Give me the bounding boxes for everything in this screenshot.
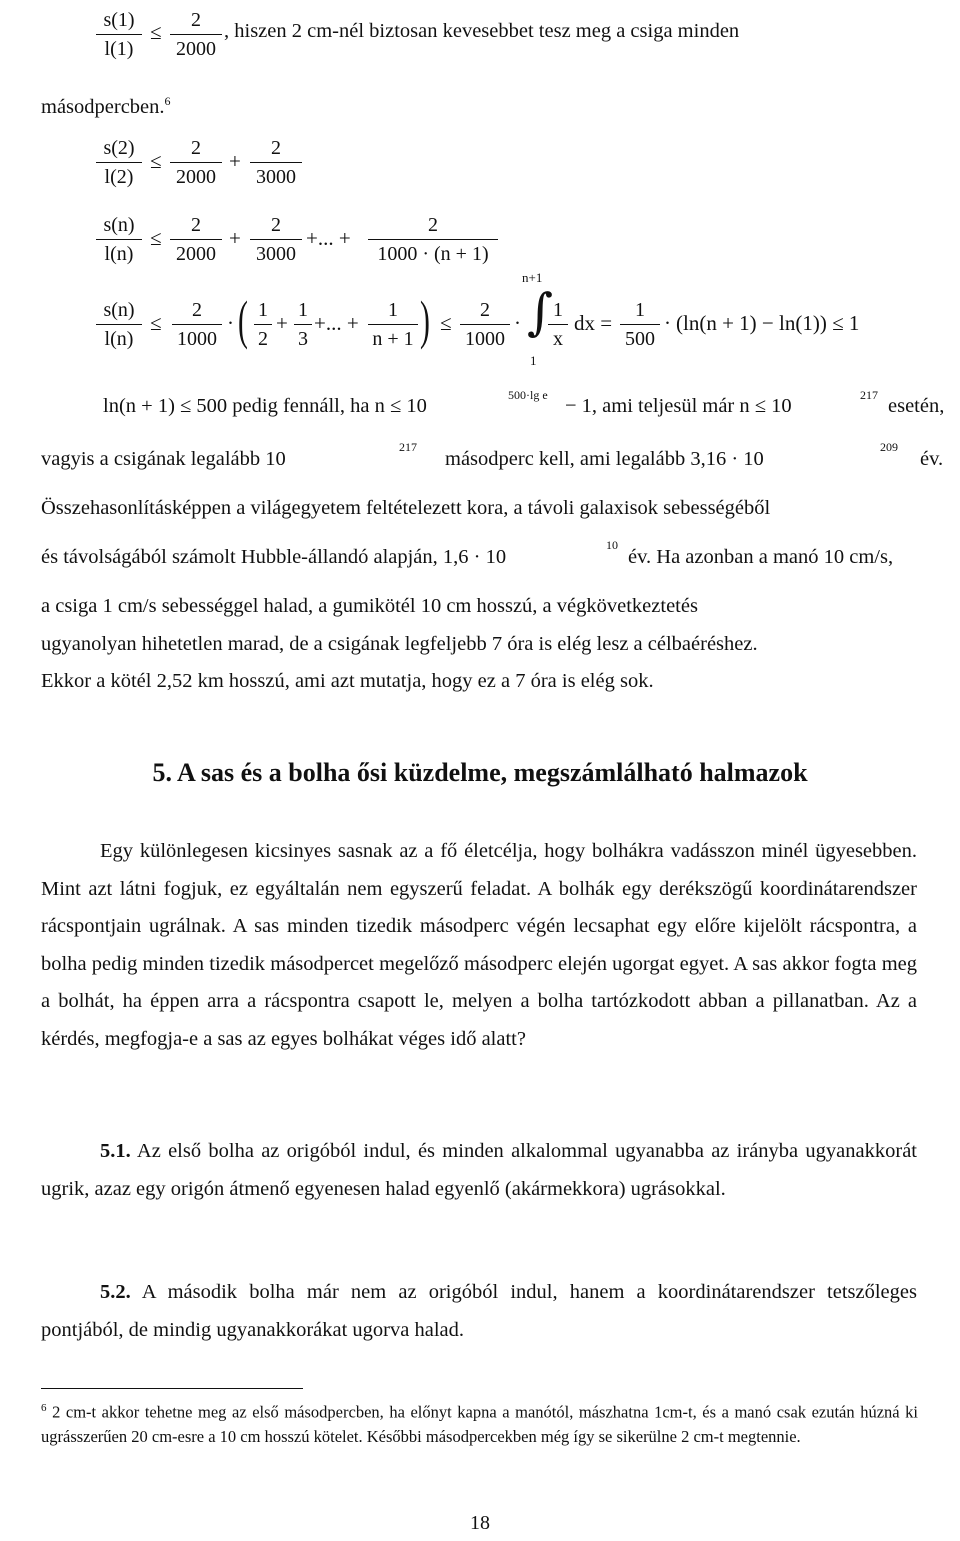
eq4-ln-expression: (ln(n + 1) − ln(1)) ≤ 1 bbox=[676, 311, 860, 335]
eq3-denominator: l(n) bbox=[104, 243, 134, 265]
eq2-plus: + bbox=[229, 149, 241, 173]
section-heading: 5. A sas és a bolha ősi küzdelme, megszámlálható halmazok bbox=[152, 758, 808, 787]
eq4-integrand bbox=[548, 298, 568, 351]
eq3-term1-den: 2000 bbox=[176, 243, 216, 265]
eq4-dot3: · bbox=[664, 311, 671, 335]
eq4-lhs-fraction bbox=[96, 298, 142, 351]
eq4-h2-den: 3 bbox=[298, 328, 308, 350]
eq3-lhs-fraction bbox=[96, 213, 142, 266]
eq4-integrand-den: x bbox=[553, 328, 563, 350]
footnote-ref: 6 bbox=[164, 94, 171, 108]
para-5-2-label: 5.2. bbox=[100, 1281, 131, 1303]
eq5-exp2: 217 bbox=[860, 388, 878, 402]
eq4-h1-num: 1 bbox=[254, 298, 272, 325]
para1-exp2: 209 bbox=[880, 440, 898, 454]
para1-line4: a csiga 1 cm/s sebességgel halad, a gumikötél 10 cm hosszú, a végkövetkeztetés bbox=[41, 595, 698, 617]
footnote-mark: 6 bbox=[41, 1402, 47, 1414]
para1-line2: Összehasonlításképpen a világegyetem feltételezett kora, a távoli galaxisok sebességéből bbox=[41, 497, 771, 519]
eq4-h2 bbox=[294, 298, 312, 351]
eq4-left-paren: ( bbox=[238, 290, 248, 350]
eq2-lhs-fraction bbox=[96, 136, 142, 189]
eq4-dot2: · bbox=[514, 311, 521, 335]
eq3-plus: + bbox=[229, 226, 241, 250]
footnote-separator bbox=[41, 1388, 303, 1389]
para-5-1-text: Az első bolha az origóból indul, és minden alkalommal ugyanabba az irányba ugyanakkorát ugrik, azaz egy origón átmenő egyenesen halad egyenlő (akármekkora) ugrásokkal. bbox=[41, 1140, 917, 1200]
para1-line1c: év. bbox=[920, 448, 944, 470]
eq3-term2-den: 3000 bbox=[256, 243, 296, 265]
eq1-rhs-denominator: 2000 bbox=[176, 38, 216, 60]
eq5-tail: esetén, bbox=[888, 395, 945, 417]
eq3-term1-num: 2 bbox=[170, 213, 222, 240]
eq4-relation: ≤ bbox=[150, 311, 162, 335]
eq4-factor-den: 1000 bbox=[177, 328, 217, 350]
eq3-term3-num: 2 bbox=[368, 213, 498, 240]
eq4-h1 bbox=[254, 298, 272, 351]
eq5-left: ln(n + 1) ≤ 500 pedig fennáll, ha n ≤ 10 bbox=[103, 395, 427, 417]
eq3-relation: ≤ bbox=[150, 226, 162, 250]
eq2-term2-den: 3000 bbox=[256, 166, 296, 188]
eq1-tail-text: , hiszen 2 cm-nél biztosan kevesebbet tesz meg a csiga minden bbox=[224, 20, 740, 42]
eq1-numerator: s(1) bbox=[96, 8, 142, 35]
eq4-integral-upper: n+1 bbox=[522, 270, 543, 285]
eq4-numerator: s(n) bbox=[96, 298, 142, 325]
eq4-h3-num: 1 bbox=[368, 298, 418, 325]
eq4-relation2: ≤ bbox=[440, 311, 452, 335]
eq2-numerator: s(2) bbox=[96, 136, 142, 163]
para-5-2 bbox=[41, 1274, 917, 1349]
eq1-rhs-fraction bbox=[170, 8, 222, 61]
eq5-mid: − 1, ami teljesül már n ≤ 10 bbox=[565, 395, 792, 417]
eq2-denominator: l(2) bbox=[104, 166, 134, 188]
para1-exp3: 10 bbox=[606, 538, 618, 552]
eq2-term2 bbox=[250, 136, 302, 189]
eq3-term3-den: 1000 · (n + 1) bbox=[377, 243, 489, 265]
para2: Egy különlegesen kicsinyes sasnak az a fő életcélja, hogy bolhákra vadásszon minél ügyesebben. Mint azt látni fogjuk, ez egyáltalán nem egyszerű feladat. A bolhák egy derékszögű koordinátarendszer rácspontjain ugrálnak. A sas minden tizedik másodperc végén lecsaphat egy előre kijelölt rácspontra, a bolha pedig minden tizedik másodpercet megelőző másodperc elején ugorgat egyet. A sas akkor fogta meg a bolhát, ha éppen arra a rácspontra csapott le, melyen a bolha tartózkodott abban a pillanatban. Az a kérdés, megfogja-e a sas az egyes bolhákat véges idő alatt? bbox=[41, 840, 917, 1050]
eq4-factor3-num: 1 bbox=[620, 298, 660, 325]
eq3-term3 bbox=[368, 213, 498, 266]
eq2-term2-num: 2 bbox=[250, 136, 302, 163]
eq4-factor3 bbox=[620, 298, 660, 351]
eq4-right-paren: ) bbox=[420, 290, 430, 350]
para1-line1b: másodperc kell, ami legalább 3,16 · 10 bbox=[445, 448, 764, 470]
eq4-h3 bbox=[368, 298, 418, 351]
eq1-rhs-numerator: 2 bbox=[170, 8, 222, 35]
eq3-term2-num: 2 bbox=[250, 213, 302, 240]
eq5-exp1: 500·lg e bbox=[508, 388, 548, 402]
eq2-term1-num: 2 bbox=[170, 136, 222, 163]
eq4-factor2-den: 1000 bbox=[465, 328, 505, 350]
eq4-h1-den: 2 bbox=[258, 328, 268, 350]
para1-line1a: vagyis a csigának legalább 10 bbox=[41, 448, 286, 470]
eq1-denominator: l(1) bbox=[104, 38, 134, 60]
para1-line6: Ekkor a kötél 2,52 km hosszú, ami azt mutatja, hogy ez a 7 óra is elég sok. bbox=[41, 670, 654, 692]
eq4-h2-num: 1 bbox=[294, 298, 312, 325]
eq3-term2 bbox=[250, 213, 302, 266]
eq4-integral-lower: 1 bbox=[530, 353, 537, 368]
eq4-dot: · bbox=[227, 311, 234, 335]
para-5-2-text: A második bolha már nem az origóból indul, hanem a koordinátarendszer tetszőleges pontjából, de mindig ugyanakkorákat ugorva halad. bbox=[41, 1281, 917, 1341]
eq2-term1 bbox=[170, 136, 222, 189]
eq1-continuation bbox=[41, 91, 171, 117]
eq4-plus1: + bbox=[276, 311, 288, 335]
eq4-factor bbox=[172, 298, 222, 351]
para1-line3b: év. Ha azonban a manó 10 cm/s, bbox=[628, 546, 894, 568]
para-5-1-label: 5.1. bbox=[100, 1140, 131, 1162]
eq3-numerator: s(n) bbox=[96, 213, 142, 240]
page-number: 18 bbox=[470, 1512, 490, 1534]
para1-line3a: és távolságából számolt Hubble-állandó alapján, 1,6 · 10 bbox=[41, 546, 507, 568]
eq4-factor2-num: 2 bbox=[460, 298, 510, 325]
integral-icon: ∫ bbox=[527, 283, 554, 341]
eq3-term1 bbox=[170, 213, 222, 266]
eq3-dots: +... + bbox=[306, 226, 351, 250]
eq4-dots: +... + bbox=[314, 311, 359, 335]
eq4-h3-den: n + 1 bbox=[372, 328, 414, 350]
eq1-continuation-text: másodpercben. bbox=[41, 95, 165, 118]
para1-exp1: 217 bbox=[399, 440, 417, 454]
para1-line5: ugyanolyan hihetetlen marad, de a csigának legfeljebb 7 óra is elég lesz a célbaéréshez. bbox=[41, 633, 758, 655]
eq4-factor-num: 2 bbox=[172, 298, 222, 325]
para-5-1 bbox=[41, 1133, 917, 1208]
footnote bbox=[41, 1396, 918, 1449]
eq4-denominator: l(n) bbox=[104, 328, 134, 350]
eq2-relation: ≤ bbox=[150, 149, 162, 173]
eq1-relation: ≤ bbox=[150, 20, 162, 44]
eq4-factor2 bbox=[460, 298, 510, 351]
eq4-factor3-den: 500 bbox=[625, 328, 655, 350]
eq4-dx: dx = bbox=[574, 311, 613, 335]
footnote-text: 2 cm-t akkor tehetne meg az első másodpercben, ha előnyt kapna a manótól, mászhatna 1cm-t, és a manó csak ezután húzná ki ugrásszerűen 20 cm-esre a 10 cm hosszú kötelet. Későbbi másodpercekben még így se sikerülne 2 cm-t megtennie. bbox=[41, 1402, 918, 1446]
eq4-integrand-num: 1 bbox=[548, 298, 568, 325]
eq1-lhs-fraction bbox=[96, 8, 142, 61]
eq2-term1-den: 2000 bbox=[176, 166, 216, 188]
